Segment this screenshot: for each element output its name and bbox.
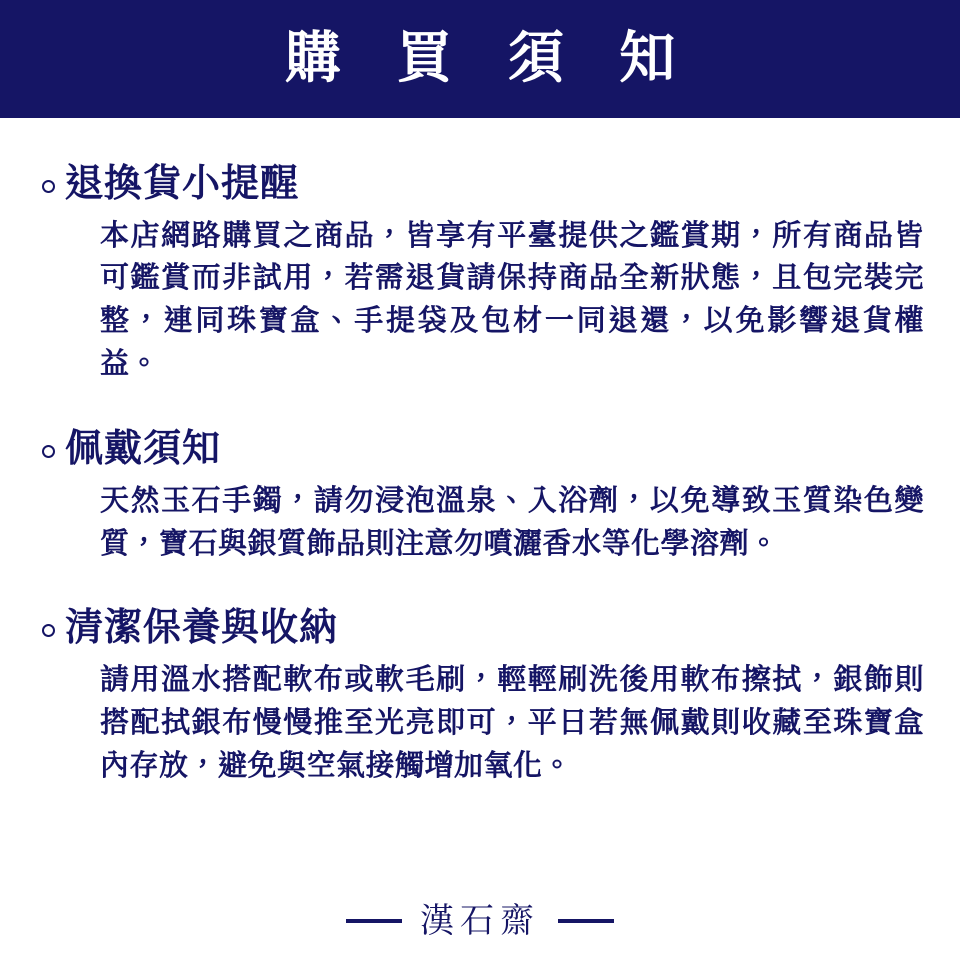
brand-name: 漢石齋 [420, 901, 540, 941]
section-heading-row [28, 604, 932, 652]
divider-right [558, 919, 614, 923]
circle-bullet-icon [42, 180, 55, 193]
brand-footer [0, 901, 960, 941]
section-title: 退換貨小提醒 [65, 161, 300, 205]
divider-left [346, 919, 402, 923]
section-wearing-notes [28, 425, 932, 564]
section-body-text: 本店網路購買之商品，皆享有平臺提供之鑑賞期，所有商品皆可鑑賞而非試用，若需退貨請保持商品全新狀態，且包完裝完整，連同珠寶盒、手提袋及包材一同退還，以免影響退貨權益。 [100, 217, 924, 381]
section-return-exchange [28, 160, 932, 385]
notice-content [0, 118, 960, 787]
section-heading-row [28, 160, 932, 208]
section-body-text: 請用溫水搭配軟布或軟毛刷，輕輕刷洗後用軟布擦拭，銀飾則搭配拭銀布慢慢推至光亮即可，平日若無佩戴則收藏至珠寶盒內存放，避免與空氣接觸增加氧化。 [100, 661, 924, 782]
page-header-banner [0, 0, 960, 118]
section-body-text: 天然玉石手鐲，請勿浸泡溫泉、入浴劑，以免導致玉質染色變質，寶石與銀質飾品則注意勿噴灑香水等化學溶劑。 [100, 482, 924, 560]
circle-bullet-icon [42, 624, 55, 637]
page-title: 購 買 須 知 [284, 26, 694, 91]
section-heading-row [28, 425, 932, 473]
circle-bullet-icon [42, 445, 55, 458]
section-cleaning-storage [28, 604, 932, 786]
section-title: 佩戴須知 [65, 426, 222, 471]
section-title: 清潔保養與收納 [65, 605, 339, 650]
